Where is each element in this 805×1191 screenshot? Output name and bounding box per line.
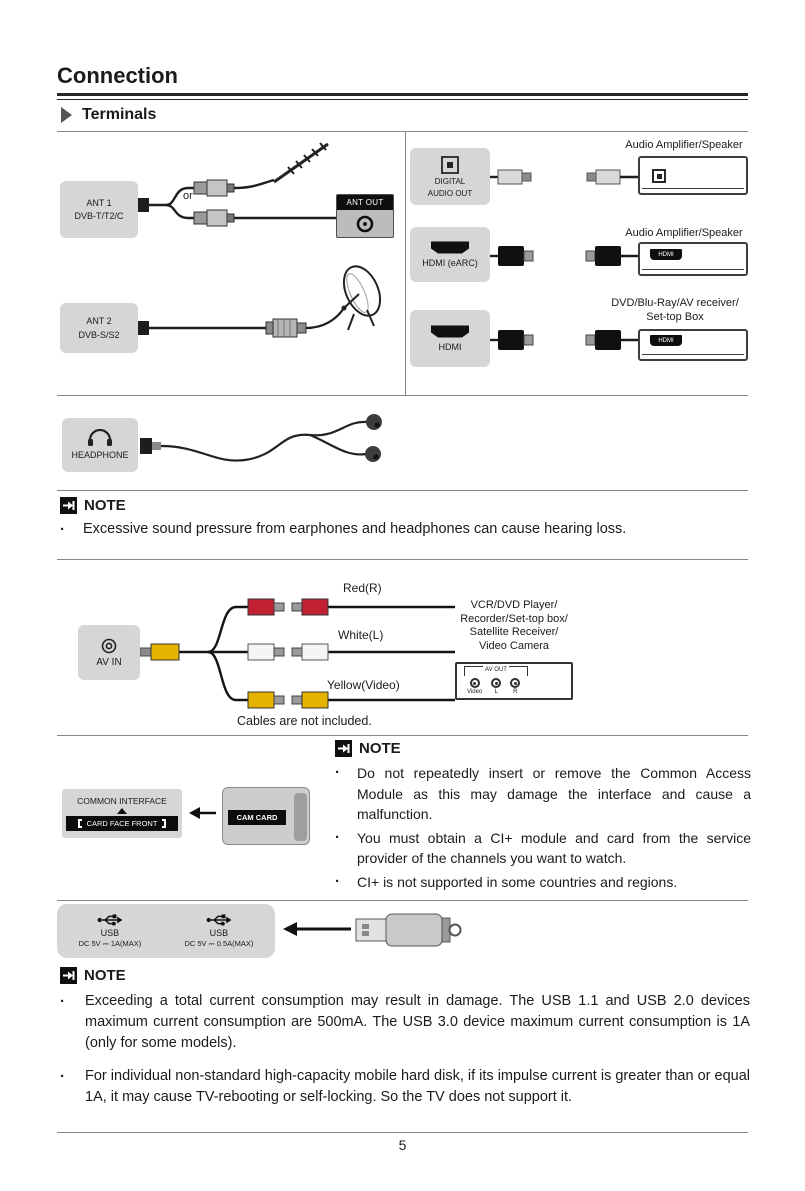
- note-title: NOTE: [359, 740, 401, 757]
- av-caption: Cables are not included.: [237, 714, 372, 728]
- port-ant1-label: ANT 1: [86, 197, 112, 208]
- usb-port-1-spec: DC 5V ⎓ 1A(MAX): [78, 939, 142, 948]
- bullet-marker: ·: [60, 993, 65, 1010]
- device-dvd-settop: [638, 329, 748, 361]
- av-device-label-line: Recorder/Set-top box/: [460, 612, 568, 625]
- av-cables-illustration: [140, 575, 460, 715]
- usb-port-2-spec: DC 5V ⎓ 0.5A(MAX): [184, 939, 254, 948]
- vcr-port-video-label: Video: [467, 689, 483, 695]
- vcr-port-video: [467, 678, 482, 695]
- note-headphone-text: Excessive sound pressure from earphones and headphones can cause hearing loss.: [83, 521, 627, 537]
- common-interface-panel: [62, 789, 182, 838]
- hdmi-port-icon: [430, 324, 470, 339]
- insert-arrow-icon: [188, 806, 216, 820]
- diagram-vertical-divider: [405, 131, 406, 395]
- port-digital-audio-out: [410, 148, 490, 205]
- title-divider: [57, 93, 748, 100]
- usb-port-2: [184, 913, 253, 949]
- port-ant1-sublabel: DVB-T/T2/C: [74, 211, 124, 221]
- port-headphone-label: HEADPHONE: [71, 450, 129, 461]
- note-title: NOTE: [84, 497, 126, 514]
- usb-ports-panel: [57, 904, 275, 958]
- divider: [57, 735, 748, 736]
- av-device-label-line: Video Camera: [478, 639, 550, 652]
- note-ci-text-1: Do not repeatedly insert or remove the Common Access Module as this may damage the interface and cause a malfunction.: [357, 765, 751, 822]
- aerial-cable-illustration: [138, 138, 338, 243]
- port-ant-out-label: ANT OUT: [337, 195, 393, 210]
- satellite-cable-illustration: [138, 258, 388, 358]
- section-terminals-header: [61, 106, 156, 124]
- usb-stick-illustration: [355, 907, 465, 953]
- vcr-port-l-label: L: [494, 689, 498, 695]
- note-usb-text-2: For individual non-standard high-capacity mobile hard disk, if its impulse current is greater than or equal 1A, it may cause TV-rebooting or self-locking. So the TV does not support it.: [85, 1068, 750, 1105]
- card-insert-direction-icon: [117, 808, 127, 814]
- section-arrow-icon: [61, 107, 72, 123]
- port-av-in-label: AV IN: [96, 656, 122, 668]
- bullet-marker: ·: [335, 872, 340, 890]
- divider: [57, 900, 748, 901]
- device-label-audio-amplifier-2: Audio Amplifier/Speaker: [625, 227, 743, 239]
- av-in-port-icon: [101, 638, 117, 654]
- bullet-marker: ·: [60, 1068, 65, 1085]
- note-ci-text-3: CI+ is not supported in some countries and regions.: [357, 873, 678, 890]
- cam-card-cap: [294, 793, 307, 841]
- note-header: [60, 497, 126, 514]
- port-ant2: [60, 303, 138, 353]
- port-hdmi-earc: [410, 227, 490, 282]
- port-hdmi-earc-label: HDMI (eARC): [422, 258, 478, 269]
- note-usb-text-1: Exceeding a total current consumption may result in damage. The USB 1.1 and USB 2.0 devices maximum current consumption are 500mA. The USB 3.0 device maximum current consumption is 1A (only for some models).: [85, 993, 750, 1051]
- cam-card-illustration: [222, 787, 310, 845]
- or-label: or: [183, 190, 193, 202]
- port-ant2-sublabel: DVB-S/S2: [78, 329, 120, 340]
- note-headphone: [60, 519, 750, 540]
- device-label-audio-amplifier-1: Audio Amplifier/Speaker: [625, 139, 743, 151]
- optical-cable-illustration: [490, 166, 638, 188]
- optical-port-icon: [441, 156, 459, 174]
- note-ci: [335, 763, 751, 892]
- divider: [57, 490, 748, 491]
- av-out-label: AV OUT: [483, 666, 509, 676]
- divider: [57, 559, 748, 560]
- note-title: NOTE: [84, 967, 126, 984]
- usb-port-1: [79, 913, 142, 949]
- av-white-label: White(L): [338, 628, 384, 642]
- insert-arrow-icon: [281, 921, 351, 937]
- earphones-illustration: [140, 402, 420, 487]
- port-ant2-label: ANT 2: [86, 316, 112, 326]
- cam-card-label: CAM CARD: [228, 810, 286, 825]
- av-red-label: Red(R): [343, 581, 382, 595]
- note-icon: [60, 967, 77, 984]
- note-ci-text-2: You must obtain a CI+ module and card from the service provider of the channels you want to watch.: [357, 829, 751, 866]
- device-hdmi-port-icon: HDMI: [650, 335, 682, 346]
- rca-socket-icon: [491, 678, 501, 688]
- port-av-in: [78, 625, 140, 680]
- note-icon: [60, 497, 77, 514]
- footer-divider: [57, 1132, 748, 1133]
- port-digital-audio-label: DIGITAL: [434, 176, 466, 186]
- vcr-port-r-label: R: [513, 689, 518, 695]
- card-face-front-bar: [66, 816, 178, 831]
- vcr-port-l: [491, 678, 501, 695]
- bullet-marker: ·: [335, 828, 340, 846]
- usb-icon: [97, 913, 123, 927]
- av-device-label: [448, 599, 580, 653]
- page-title: Connection: [57, 63, 178, 88]
- note-header: [60, 967, 126, 984]
- headphone-icon: [87, 429, 113, 447]
- device-audio-amplifier-2: [638, 242, 748, 276]
- note-header: [335, 740, 401, 757]
- note-usb: [60, 991, 750, 1108]
- bracket-icon: [162, 819, 166, 828]
- hdmi-port-icon: [430, 240, 470, 255]
- hdmi-cable-illustration: [490, 327, 638, 353]
- rca-socket-icon: [470, 678, 480, 688]
- port-ant-out: [336, 194, 394, 238]
- port-ant1: [60, 181, 138, 238]
- device-optical-port-icon: [652, 169, 666, 183]
- vcr-port-r: [510, 678, 520, 695]
- divider: [57, 131, 748, 132]
- av-device-label-line: VCR/DVD Player/: [470, 599, 558, 611]
- section-title: Terminals: [82, 106, 157, 123]
- device-label-dvd-line1: DVD/Blu-Ray/AV receiver/: [611, 297, 739, 309]
- usb-port-1-label: USB: [100, 928, 120, 938]
- device-audio-amplifier-1: [638, 156, 748, 195]
- usb-icon: [206, 913, 232, 927]
- port-hdmi: [410, 310, 490, 367]
- device-hdmi-port-icon: HDMI: [650, 249, 682, 260]
- vcr-device-box: [455, 662, 573, 700]
- vcr-ports: [467, 678, 520, 695]
- divider: [57, 395, 748, 396]
- rca-socket-icon: [510, 678, 520, 688]
- card-face-front-label: CARD FACE FRONT: [86, 819, 158, 828]
- note-icon: [335, 740, 352, 757]
- common-interface-label: COMMON INTERFACE: [77, 796, 167, 806]
- rf-socket-icon: [355, 210, 375, 237]
- port-headphone: [62, 418, 138, 472]
- bullet-marker: ·: [335, 764, 340, 781]
- av-out-bracket: [464, 666, 528, 676]
- device-label-dvd-line2: Set-top Box: [646, 310, 704, 323]
- port-hdmi-label: HDMI: [438, 342, 462, 353]
- device-label-dvd: [600, 297, 750, 324]
- usb-port-2-label: USB: [209, 928, 229, 938]
- hdmi-cable-illustration: [490, 243, 638, 269]
- av-device-label-line: Satellite Receiver/: [469, 626, 559, 638]
- page-number: 5: [398, 1137, 407, 1153]
- bracket-icon: [78, 819, 82, 828]
- bullet-marker: ·: [60, 521, 65, 538]
- port-digital-audio-sublabel: AUDIO OUT: [427, 188, 473, 198]
- av-yellow-label: Yellow(Video): [327, 678, 400, 692]
